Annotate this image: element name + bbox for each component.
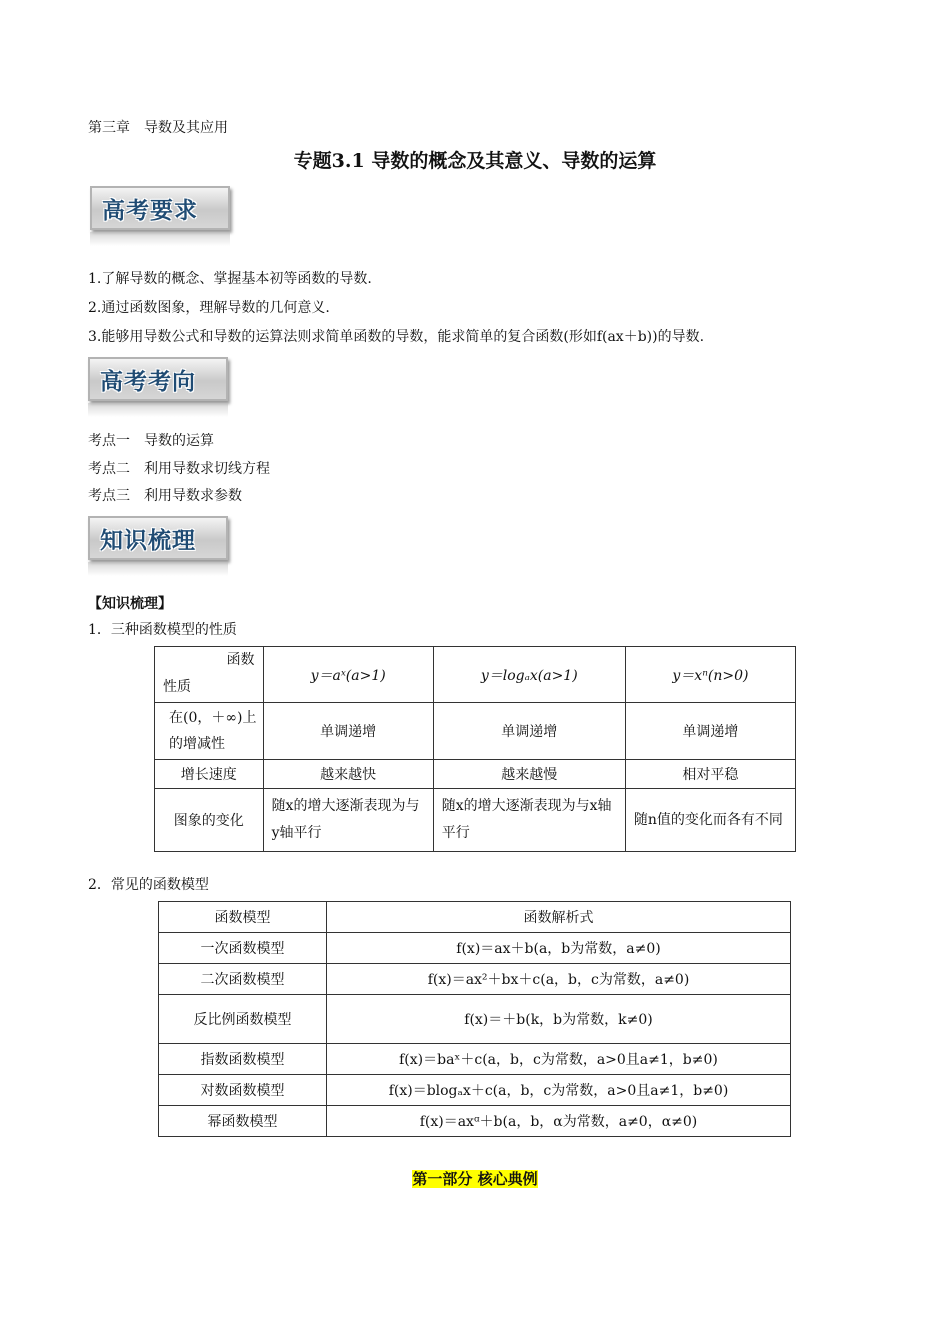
table2-model: 对数函数模型: [159, 1075, 327, 1106]
table1-corner-top: 函数: [226, 652, 255, 668]
table2-formula: f(x)＝axᵅ＋b(a，b，α为常数，a≠0，α≠0): [327, 1106, 791, 1137]
table2-model: 幂函数模型: [159, 1106, 327, 1137]
table1-cell: 越来越快: [263, 760, 433, 789]
table-row: [159, 933, 791, 964]
table-row: [159, 1044, 791, 1075]
table2-formula: f(x)＝baˣ＋c(a，b，c为常数，a>0且a≠1，b≠0): [327, 1044, 791, 1075]
requirement-2: 2.通过函数图象，理解导数的几何意义.: [88, 300, 330, 316]
part-heading: [0, 1168, 950, 1189]
table1-corner-cell: [155, 647, 264, 703]
table1-row-label: 在(0，＋∞)上的增减性: [155, 703, 264, 760]
table1-cell: 单调递增: [625, 703, 795, 760]
table1-row-label: 图象的变化: [155, 789, 264, 852]
function-models-table: [158, 901, 791, 1137]
table-row: [155, 703, 796, 760]
section2-title: 2．常见的函数模型: [88, 877, 209, 893]
table1-col-header: y＝xⁿ(n>0): [625, 647, 795, 703]
table-row: [159, 964, 791, 995]
table1-col-header: y＝aˣ(a>1): [263, 647, 433, 703]
table1-corner-bottom: 性质: [163, 679, 191, 695]
table-row: [159, 1075, 791, 1106]
table2-formula: f(x)＝＋b(k，b为常数，k≠0): [327, 995, 791, 1044]
part-heading-text: 第一部分 核心典例: [412, 1170, 538, 1188]
requirement-3: 3.能够用导数公式和导数的运算法则求简单函数的导数，能求简单的复合函数(形如f(ax＋b))的导数.: [88, 329, 705, 345]
table1-cell: 单调递增: [263, 703, 433, 760]
table2-model: 二次函数模型: [159, 964, 327, 995]
exam-point-3: 考点三 利用导数求参数: [88, 488, 242, 504]
table2-model: 一次函数模型: [159, 933, 327, 964]
knowledge-heading: 【知识梳理】: [88, 596, 172, 612]
exam-point-2: 考点二 利用导数求切线方程: [88, 461, 270, 477]
table2-model: 指数函数模型: [159, 1044, 327, 1075]
banner-direction: [88, 357, 232, 407]
table-row: [159, 995, 791, 1044]
requirement-1: 1.了解导数的概念、掌握基本初等函数的导数.: [88, 271, 372, 287]
table1-cell: 相对平稳: [625, 760, 795, 789]
table2-formula: f(x)＝ax＋b(a，b为常数，a≠0): [327, 933, 791, 964]
table2-header: 函数模型: [159, 902, 327, 933]
page-title: 专题3.1 导数的概念及其意义、导数的运算: [293, 150, 657, 172]
table1-cell: 越来越慢: [433, 760, 625, 789]
table-row: [155, 789, 796, 852]
function-properties-table: [154, 646, 796, 852]
table1-cell: 随n值的变化而各有不同: [625, 789, 795, 852]
exam-point-1: 考点一 导数的运算: [88, 433, 214, 449]
section1-title: 1．三种函数模型的性质: [88, 622, 237, 638]
table2-formula: f(x)＝ax²＋bx＋c(a，b，c为常数，a≠0): [327, 964, 791, 995]
table1-cell: 单调递增: [433, 703, 625, 760]
table1-col-header: y＝logₐx(a>1): [433, 647, 625, 703]
table-row: [159, 1106, 791, 1137]
table1-cell: 随x的增大逐渐表现为与x轴平行: [433, 789, 625, 852]
banner-requirements: [90, 186, 234, 236]
banner-direction-text: 高考考向: [100, 367, 196, 395]
banner-requirements-text: 高考要求: [102, 196, 198, 224]
banner-knowledge: [88, 516, 232, 566]
table-row: [155, 760, 796, 789]
table2-header: 函数解析式: [327, 902, 791, 933]
table1-cell: 随x的增大逐渐表现为与y轴平行: [263, 789, 433, 852]
table1-row-label: 增长速度: [155, 760, 264, 789]
table2-formula: f(x)＝blogₐx＋c(a，b，c为常数，a>0且a≠1，b≠0): [327, 1075, 791, 1106]
banner-knowledge-text: 知识梳理: [100, 526, 196, 554]
table-row: [159, 902, 791, 933]
table2-model: 反比例函数模型: [159, 995, 327, 1044]
chapter-label: 第三章 导数及其应用: [88, 120, 228, 136]
